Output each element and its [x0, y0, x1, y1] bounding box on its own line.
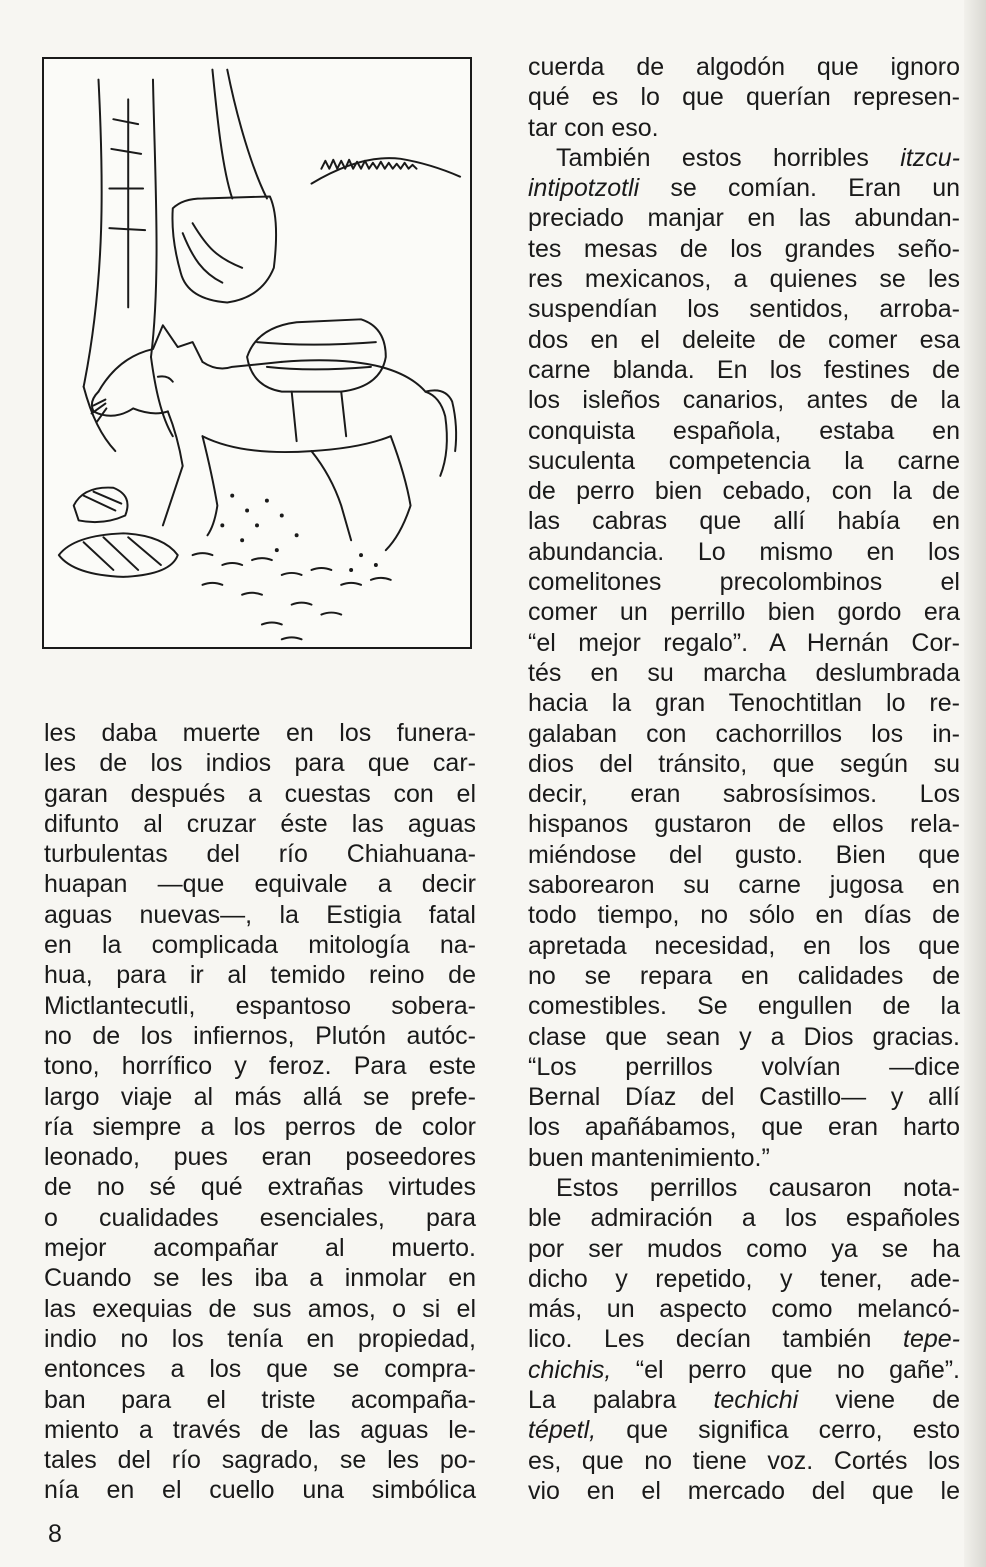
text-line: turbulentas del río Chiahuana- [44, 840, 476, 869]
text-line: tés en su marcha deslumbrada [528, 658, 960, 687]
text-line: comelitones precolombinos el [528, 568, 960, 597]
text-line: aguas nuevas—, la Estigia fatal [44, 900, 476, 929]
dog-with-pack-illustration [44, 59, 470, 647]
text-line: tes mesas de los grandes seño- [528, 234, 960, 263]
text-line: más, un aspecto como melancó- [528, 1295, 960, 1324]
text-line: clase que sean y a Dios gracias. [528, 1022, 960, 1051]
text-line: comestibles. Se engullen de la [528, 992, 960, 1021]
text-run: “el perro que no gañe”. [611, 1355, 960, 1384]
italic-term: intipotzotli [528, 174, 640, 203]
text-line: decir, eran sabrosísimos. Los [528, 780, 960, 809]
text-line: por ser mudos como ya se ha [528, 1234, 960, 1263]
text-line: miéndose del gusto. Bien que [528, 840, 960, 869]
text-line [528, 1415, 960, 1445]
text-line: saborearon su carne jugosa en [528, 871, 960, 900]
text-line: difunto al cruzar éste las aguas [44, 809, 476, 838]
italic-term: tépetl, [528, 1416, 597, 1445]
text-line: no de los infiernos, Plutón autóc- [44, 1021, 476, 1050]
italic-term: techichi [713, 1386, 799, 1415]
text-line: preciado manjar en las abundan- [528, 204, 960, 233]
text-line: Estos perrillos causaron nota- [556, 1173, 960, 1202]
text-line: les de los indios para que car- [44, 749, 476, 778]
text-line [528, 1355, 960, 1385]
text-line: mejor acompañar al muerto. [44, 1234, 476, 1263]
text-line: abundancia. Lo mismo en los [528, 537, 960, 566]
text-line: hispanos gustaron de ellos rela- [528, 810, 960, 839]
text-line: tales del río sagrado, se les po- [44, 1446, 476, 1475]
text-line: Bernal Díaz del Castillo— y allí [528, 1083, 960, 1112]
page-number: 8 [48, 1520, 62, 1548]
text-line: hacia la gran Tenochtitlan lo re- [528, 689, 960, 718]
text-line: ble admiración a los españoles [528, 1204, 960, 1233]
text-line: qué es lo que querían represen- [528, 83, 960, 112]
text-line: carne blanda. En los festines de [528, 355, 960, 384]
text-line: suculenta competencia la carne [528, 446, 960, 475]
text-line: ría siempre a los perros de color [44, 1112, 476, 1141]
text-line: cuerda de algodón que ignoro [528, 53, 960, 81]
text-line: tar con eso. [528, 113, 659, 142]
text-run: La palabra [528, 1386, 714, 1415]
italic-term: itzcu- [900, 143, 960, 172]
text-line: les daba muerte en los funera- [44, 719, 476, 747]
text-line: vio en el mercado del que le [528, 1476, 960, 1505]
italic-term: chichis, [528, 1355, 612, 1384]
text-line: ban para el triste acompaña- [44, 1385, 476, 1414]
text-line: leonado, pues eran poseedores [44, 1143, 476, 1172]
text-line: o cualidades esenciales, para [44, 1203, 476, 1232]
text-line: las cabras que allí había en [528, 507, 960, 536]
text-line: largo viaje al más allá se prefe- [44, 1082, 476, 1111]
text-line: dicho y repetido, y tener, ade- [528, 1264, 960, 1293]
text-line: conquista española, estaba en [528, 416, 960, 445]
text-run: viene de [798, 1386, 960, 1415]
text-line: galaban con cachorrillos los in- [528, 719, 960, 748]
text-line: es, que no tiene voz. Cortés los [528, 1446, 960, 1475]
text-line: los isleños canarios, antes de la [528, 386, 960, 415]
right-text-column [528, 52, 960, 1506]
text-line: apretada necesidad, en los que [528, 931, 960, 960]
text-line: Cuando se les iba a inmolar en [44, 1264, 476, 1293]
text-line [528, 173, 960, 203]
text-line: nía en el cuello una simbólica [44, 1476, 476, 1505]
text-line: dios del tránsito, que según su [528, 749, 960, 778]
text-line: “Los perrillos volvían —dice [528, 1052, 960, 1081]
text-line: comer un perrillo bien gordo era [528, 598, 960, 627]
text-run: que significa cerro, esto [596, 1416, 960, 1445]
text-line [528, 1324, 960, 1354]
text-line: las exequias de sus amos, o si el [44, 1294, 476, 1323]
text-line: dos en el deleite de comer esa [528, 325, 960, 354]
text-line: garan después a cuestas con el [44, 779, 476, 808]
text-line: miento a través de las aguas le- [44, 1415, 476, 1444]
text-line: “el mejor regalo”. A Hernán Cor- [528, 628, 960, 657]
text-line: suspendían los sentidos, arroba- [528, 295, 960, 324]
text-line: res mexicanos, a quienes se les [528, 265, 960, 294]
text-line: buen mantenimiento.” [528, 1143, 770, 1172]
text-line: huapan —que equivale a decir [44, 870, 476, 899]
text-line: los apañábamos, que eran harto [528, 1113, 960, 1142]
text-line: no se repara en calidades de [528, 961, 960, 990]
text-line: indio no los tenía en propiedad, [44, 1324, 476, 1353]
text-line [528, 1385, 960, 1415]
text-line [528, 143, 960, 173]
text-line: hua, para ir al temido reino de [44, 961, 476, 990]
dog-illustration [42, 57, 472, 649]
text-line: Mictlantecutli, espantoso sobera- [44, 991, 476, 1020]
text-line: de perro bien cebado, con la de [528, 477, 960, 506]
page-edge [964, 0, 986, 1567]
text-line: en la complicada mitología na- [44, 931, 476, 960]
text-line: tono, horrífico y feroz. Para este [44, 1052, 476, 1081]
text-line: entonces a los que se compra- [44, 1355, 476, 1384]
left-text-column [44, 718, 476, 1506]
text-line: todo tiempo, no sólo en días de [528, 901, 960, 930]
text-run: También estos horribles [556, 143, 901, 172]
text-line: de no sé qué extrañas virtudes [44, 1173, 476, 1202]
text-run: lico. Les decían también [528, 1325, 904, 1354]
text-run: se comían. Eran un [639, 174, 960, 203]
italic-term: tepe- [903, 1325, 960, 1354]
